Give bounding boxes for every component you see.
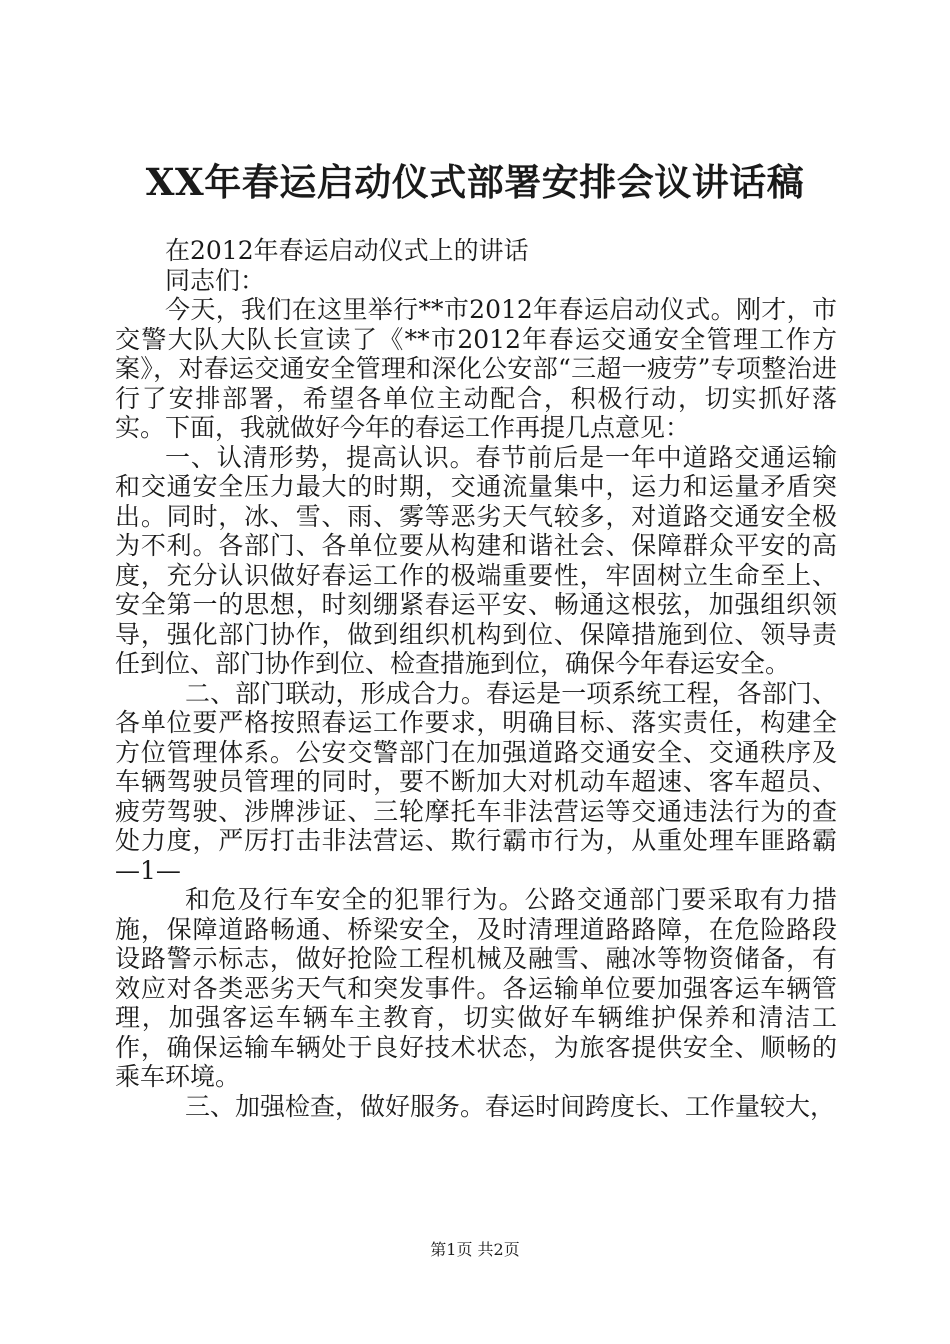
salutation: 同志们： xyxy=(165,265,266,295)
page-title: XX年春运启动仪式部署安排会议讲话稿 xyxy=(145,160,805,204)
document-body xyxy=(115,236,837,1121)
paragraph-intro: 今天，我们在这里举行**市2012年春运启动仪式。刚才，市交警大队大队长宣读了《**市2012年春运交通安全管理工作方案》，对春运交通安全管理和深化公安部“三超一疲劳”专项整治进行了安排部署，希望各单位主动配合，积极行动，切实抓好落实。下面，我就做好今年的春运工作再提几点意见： xyxy=(115,295,837,442)
paragraph-section-2: 二、部门联动，形成合力。春运是一项系统工程，各部门、各单位要严格按照春运工作要求，明确目标、落实责任，构建全方位管理体系。公安交警部门在加强道路交通安全、交通秩序及车辆驾驶员管理的同时，要不断加大对机动车超速、客车超员、疲劳驾驶、涉牌涉证、三轮摩托车非法营运等交通违法行为的查处力度，严厉打击非法营运、欺行霸市行为，从重处理车匪路霸—1— xyxy=(115,678,837,885)
page-number-footer: 第1页 共2页 xyxy=(430,1240,520,1259)
paragraph-section-1: 一、认清形势，提高认识。春节前后是一年中道路交通运输和交通安全压力最大的时期，交通流量集中，运力和运量矛盾突出。同时，冰、雪、雨、雾等恶劣天气较多，对道路交通安全极为不利。各部门、各单位要从构建和谐社会、保障群众平安的高度，充分认识做好春运工作的极端重要性，牢固树立生命至上、安全第一的思想，时刻绷紧春运平安、畅通这根弦，加强组织领导，强化部门协作，做到组织机构到位、保障措施到位、领导责任到位、部门协作到位、检查措施到位，确保今年春运安全。 xyxy=(115,442,837,678)
subtitle: 在2012年春运启动仪式上的讲话 xyxy=(165,236,529,265)
paragraph-continuation: 和危及行车安全的犯罪行为。公路交通部门要采取有力措施，保障道路畅通、桥梁安全，及时清理道路路障，在危险路段设路警示标志，做好抢险工程机械及融雪、融冰等物资储备，有效应对各类恶劣天气和突发事件。各运输单位要加强客运车辆管理，加强客运车辆车主教育，切实做好车辆维护保养和清洁工作，确保运输车辆处于良好技术状态，为旅客提供安全、顺畅的乘车环境。 xyxy=(115,885,837,1091)
paragraph-section-3: 三、加强检查，做好服务。春运时间跨度长、工作量较大， xyxy=(185,1091,836,1121)
